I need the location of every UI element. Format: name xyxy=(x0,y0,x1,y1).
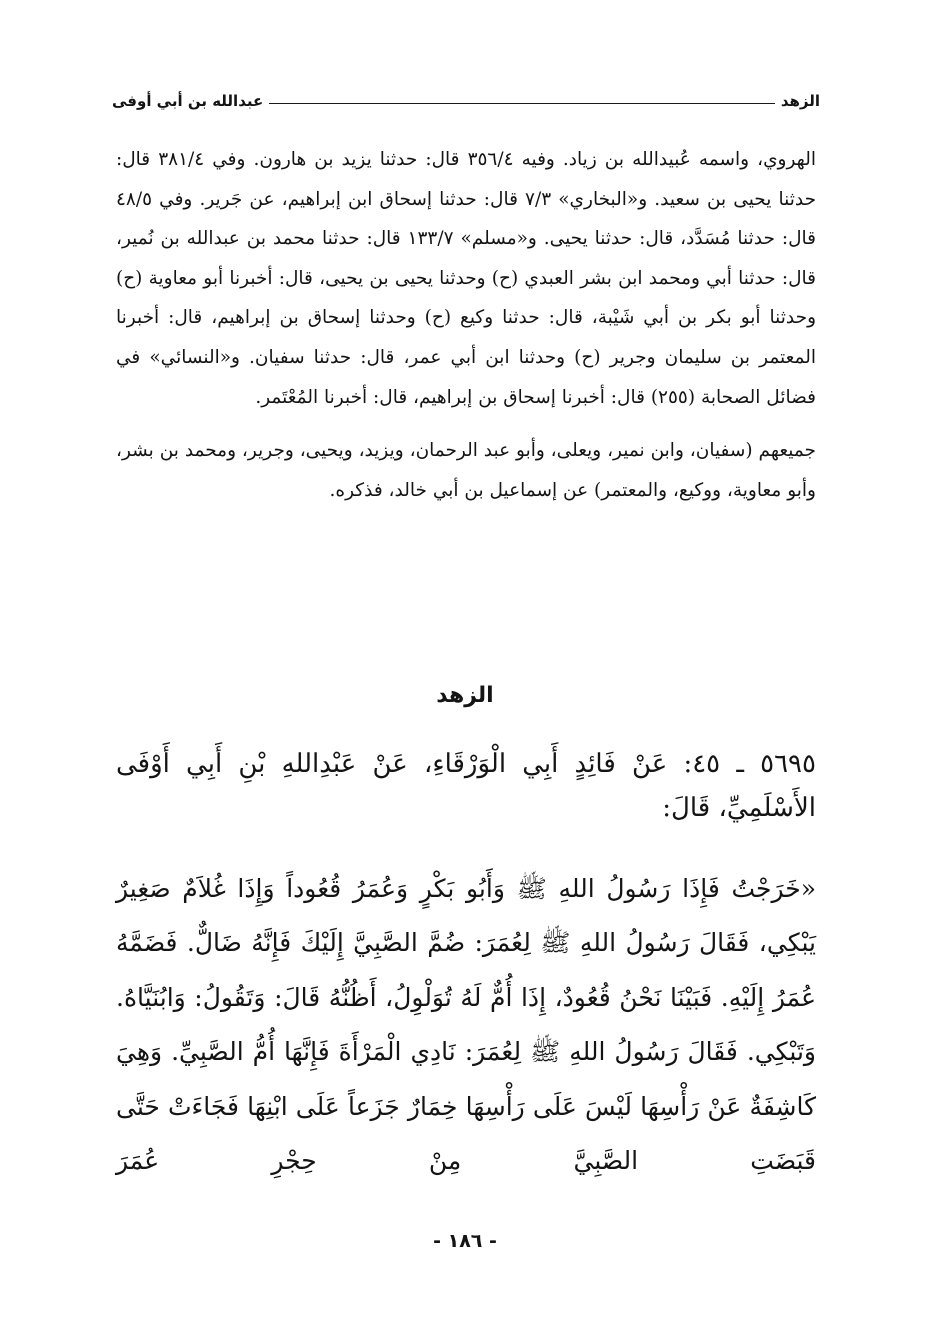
page-number: - ١٨٦ - xyxy=(433,1230,497,1252)
running-header xyxy=(112,84,820,110)
footnote-paragraph-2: جميعهم (سفيان، وابن نمير، ويعلى، وأبو عبد الرحمان، ويزيد، ويحيى، وجرير، ومحمد بن بشر، وأبو معاوية، ووكيع، والمعتمر) عن إسماعيل بن أبي خالد، فذكره. xyxy=(116,440,816,501)
footnotes-block xyxy=(116,140,816,510)
running-header-section-title: الزهد xyxy=(780,92,820,110)
footnote-paragraph-1: الهروي، واسمه عُبيدالله بن زياد. وفيه ٣٥٦/٤ قال: حدثنا يزيد بن هارون. وفي ٣٨١/٤ قال: حدثنا يحيى بن سعيد. و«البخاري» ٧/٣ قال: حدثنا إسحاق ابن إبراهيم، عن جَرير. وفي ٤٨/٥ قال: حدثنا مُسَدَّد، قال: حدثنا يحيى. و«مسلم» ١٣٣/٧ قال: حدثنا محمد بن عبدالله بن نُمير، قال: حدثنا أبي ومحمد ابن بشر العبدي (ح) وحدثنا يحيى بن يحيى، قال: أخبرنا أبو معاوية (ح) وحدثنا أبو بكر بن أبي شَيْبة، قال: حدثنا وكيع (ح) وحدثنا إسحاق بن إبراهيم، قال: أخبرنا المعتمر بن سليمان وجرير (ح) وحدثنا ابن أبي عمر، قال: حدثنا سفيان. و«النسائي» في فضائل الصحابة (٢٥٥) قال: أخبرنا إسحاق بن إبراهيم، قال: أخبرنا المُعْتَمر. xyxy=(116,149,817,408)
hadith-intro: ٥٦٩٥ ـ ٤٥: عَنْ فَائِدٍ أَبِي الْوَرْقَاءِ، عَنْ عَبْدِاللهِ بْنِ أَبِي أَوْفَى الأَسْلَمِيِّ، قَالَ: xyxy=(116,749,816,823)
running-header-companion-name: عبدالله بن أبي أوفى xyxy=(112,92,264,110)
section-heading: الزهد xyxy=(436,683,494,708)
hadith-text: «خَرَجْتُ فَإِذَا رَسُولُ اللهِ ﷺ وَأَبُو بَكْرٍ وَعُمَرُ قُعُوداً وَإِذَا غُلاَمٌ صَغِيرٌ يَبْكِي، فَقَالَ رَسُولُ اللهِ ﷺ لِعُمَرَ: ضُمَّ الصَّبِيَّ إِلَيْكَ فَإِنَّهُ ضَالٌّ. فَضَمَّهُ عُمَرُ إِلَيْهِ. فَبَيْنَا نَحْنُ قُعُودٌ، إِذَا أُمٌّ لَهُ تُوَلْوِلُ، أَظُنُّهُ قَالَ: وَتَقُولُ: وَابُنَيَّاهُ. وَتَبْكِي. فَقَالَ رَسُولُ اللهِ ﷺ لِعُمَرَ: نَادِي الْمَرْأَةَ فَإِنَّهَا أُمُّ الصَّبِيِّ. وَهِيَ كَاشِفَةٌ عَنْ رَأْسِهَا لَيْسَ عَلَى رَأْسِهَا خِمَارٌ جَزَعاً عَلَى ابْنِهَا فَجَاءَتْ حَتَّى قَبَضَتِ الصَّبِيَّ مِنْ حِجْرِ عُمَرَ xyxy=(116,874,816,1176)
header-rule xyxy=(269,103,775,104)
